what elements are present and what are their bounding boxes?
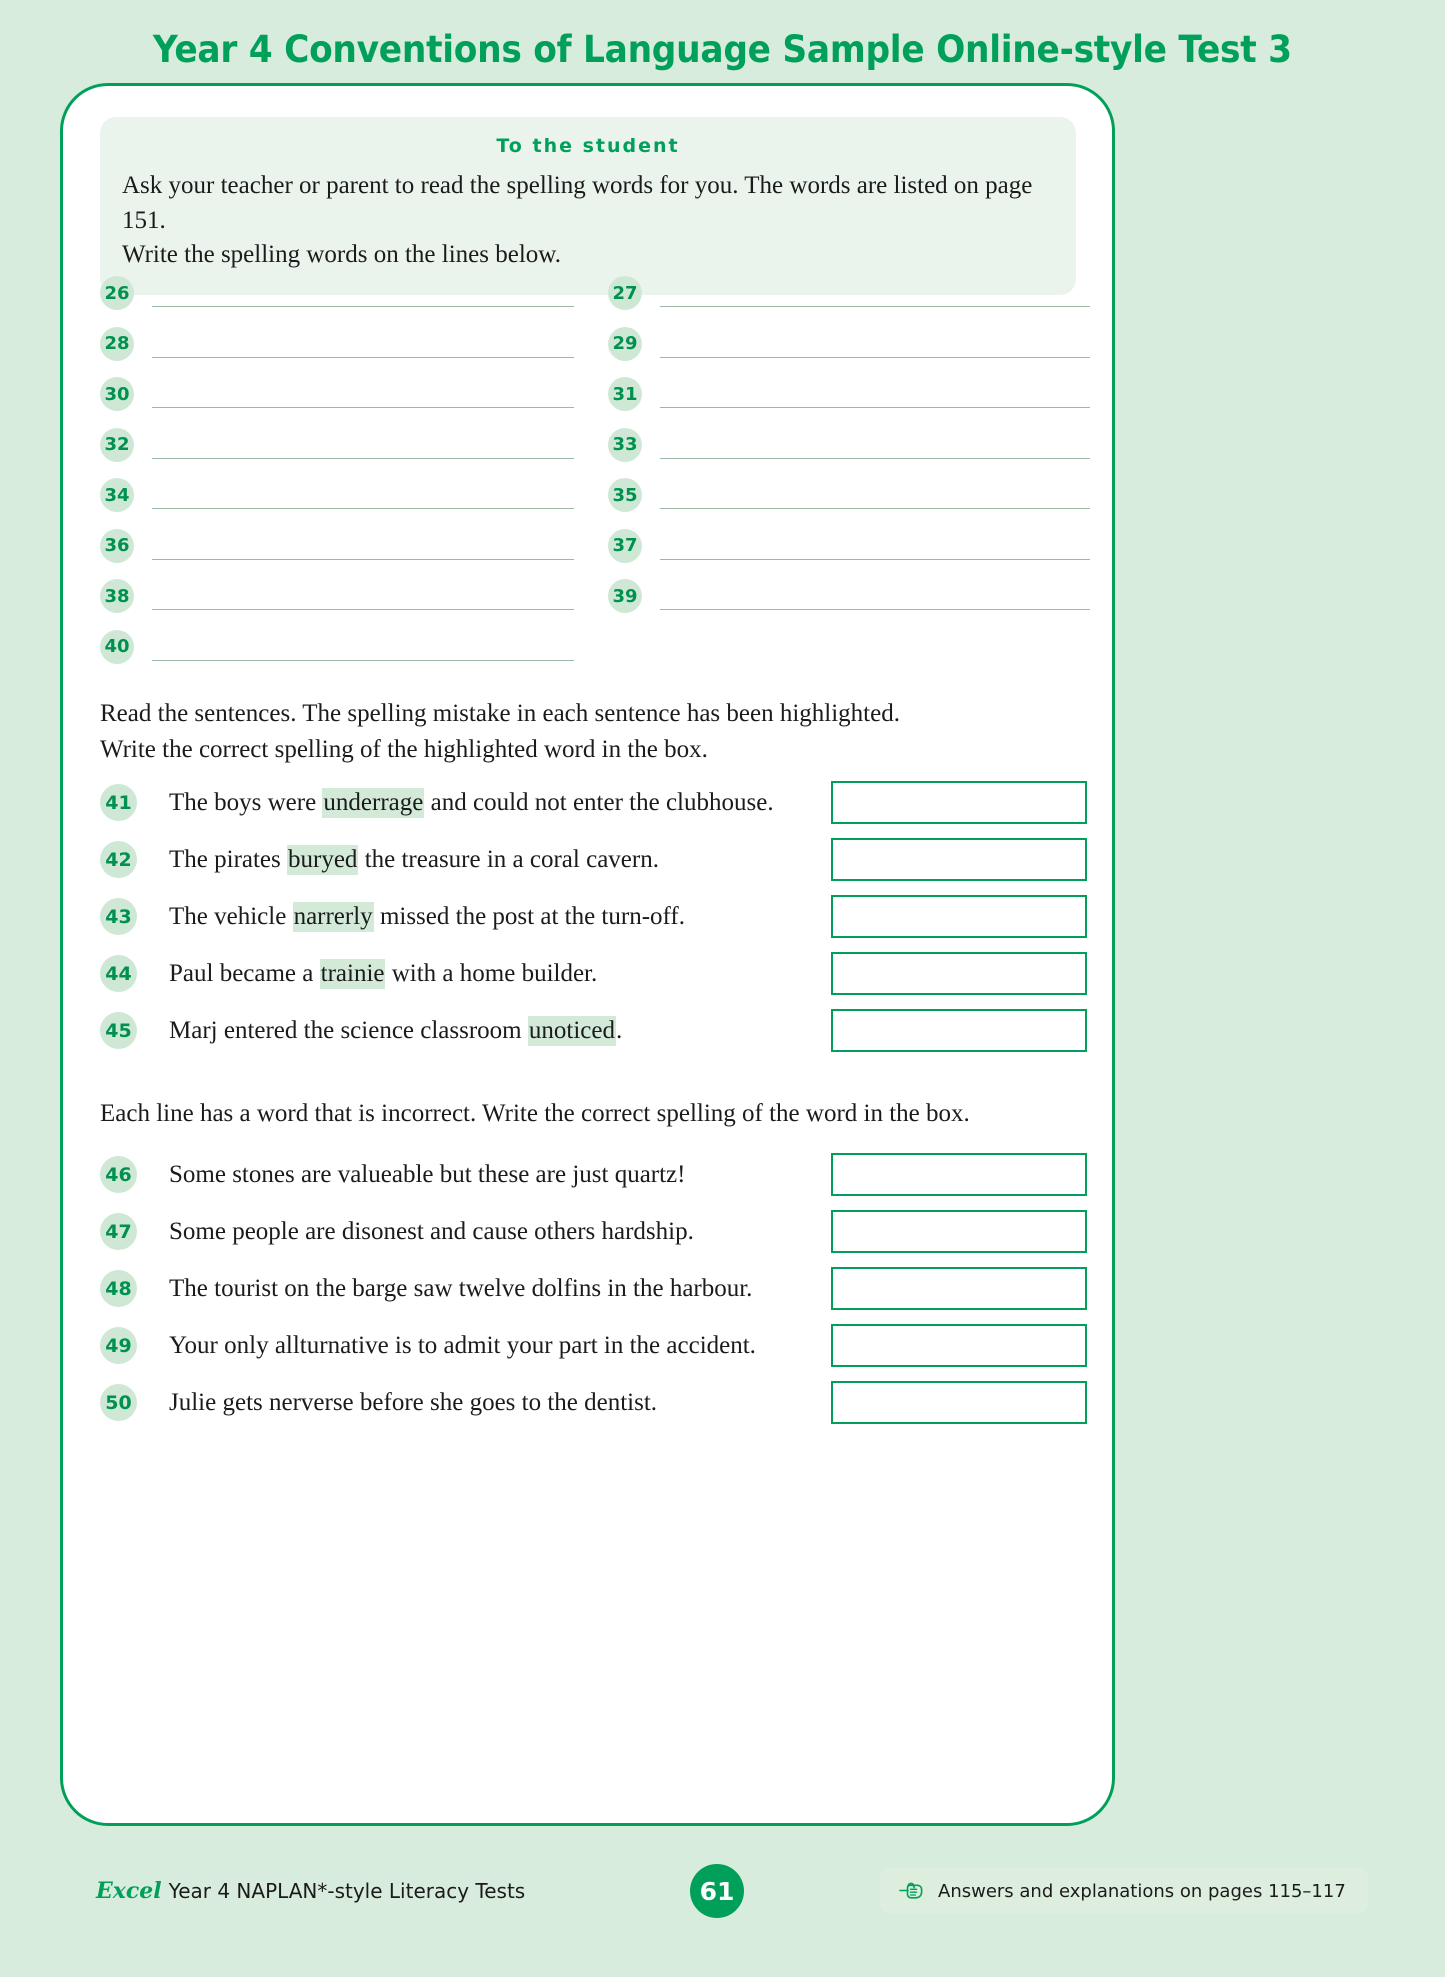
spelling-line-row <box>100 274 1090 325</box>
spelling-write-line[interactable] <box>152 577 574 610</box>
page-title: Year 4 Conventions of Language Sample Online-style Test 3 <box>153 27 1292 71</box>
question-number-badge: 43 <box>100 898 137 935</box>
question-sentence: Some stones are valueable but these are just quartz! <box>169 1160 686 1188</box>
answers-note-text: Answers and explanations on pages 115–117 <box>938 1880 1346 1902</box>
footer-brand-line <box>96 1878 525 1904</box>
spelling-line-entry[interactable] <box>608 325 1090 361</box>
question-sentence <box>169 1017 831 1045</box>
spelling-line-entry[interactable] <box>100 325 608 361</box>
highlighted-word: unoticed <box>528 1016 615 1044</box>
question-sentence <box>169 846 831 874</box>
answer-input-box[interactable] <box>831 1267 1087 1310</box>
question-number-badge: 38 <box>100 579 134 613</box>
spelling-line-entry[interactable] <box>100 628 608 664</box>
question-sentence: Your only allturnative is to admit your part in the accident. <box>169 1331 756 1359</box>
spelling-write-line[interactable] <box>660 577 1090 610</box>
to-the-student-box <box>100 117 1076 295</box>
question-item <box>100 831 1100 888</box>
spelling-line-row <box>100 375 1090 426</box>
to-the-student-heading: To the student <box>496 135 680 157</box>
lines-instruction <box>100 1096 1060 1132</box>
highlighted-word: buryed <box>288 845 358 873</box>
spelling-write-line[interactable] <box>660 274 1090 307</box>
spelling-line-entry[interactable] <box>100 274 608 310</box>
highlighted-questions-list <box>100 774 1100 1059</box>
spelling-line-row <box>100 476 1090 527</box>
question-number-badge: 29 <box>608 327 642 361</box>
student-instruction-line-2: Write the spelling words on the lines below. <box>122 241 561 268</box>
answer-input-box[interactable] <box>831 895 1087 938</box>
question-item <box>100 1374 1100 1431</box>
answers-note-pill <box>880 1868 1368 1914</box>
question-item <box>100 1146 1100 1203</box>
answer-input-box[interactable] <box>831 1381 1087 1424</box>
sentence-after: the treasure in a coral cavern. <box>358 845 659 873</box>
question-number-badge: 30 <box>100 377 134 411</box>
spelling-write-line[interactable] <box>152 426 574 459</box>
spelling-line-entry[interactable] <box>608 375 1090 411</box>
spelling-line-row <box>100 577 1090 628</box>
page-footer <box>0 1853 1445 1929</box>
highlighted-word: underrage <box>323 788 424 816</box>
sentence-after: and could not enter the clubhouse. <box>424 788 774 816</box>
sentence-before: The pirates <box>169 845 288 873</box>
spelling-line-entry[interactable] <box>100 577 608 613</box>
question-item <box>100 888 1100 945</box>
question-number-badge: 32 <box>100 428 134 462</box>
sentence-before: Paul became a <box>169 959 320 987</box>
question-item <box>100 774 1100 831</box>
spelling-write-line[interactable] <box>660 325 1090 358</box>
question-sentence <box>169 789 831 817</box>
sentences-instruction-line-2: Write the correct spelling of the highlighted word in the box. <box>100 735 708 763</box>
question-sentence <box>169 903 831 931</box>
answer-input-box[interactable] <box>831 1324 1087 1367</box>
spelling-line-entry[interactable] <box>608 527 1090 563</box>
to-the-student-text <box>100 169 1076 273</box>
question-number-badge: 36 <box>100 529 134 563</box>
question-number-badge: 47 <box>100 1213 137 1250</box>
student-instruction-line-1: Ask your teacher or parent to read the spelling words for you. The words are listed on page 151. <box>122 172 1033 234</box>
sentence-before: Marj entered the science classroom <box>169 1016 528 1044</box>
spelling-line-row <box>100 426 1090 477</box>
answer-input-box[interactable] <box>831 1153 1087 1196</box>
question-number-badge: 34 <box>100 478 134 512</box>
excel-logo: Excel <box>96 1878 162 1904</box>
question-number-badge: 42 <box>100 841 137 878</box>
answer-input-box[interactable] <box>831 781 1087 824</box>
spelling-lines-area <box>100 274 1090 678</box>
spelling-line-entry[interactable] <box>608 476 1090 512</box>
question-number-badge: 31 <box>608 377 642 411</box>
question-sentence <box>169 960 831 988</box>
answer-input-box[interactable] <box>831 1009 1087 1052</box>
pointing-hand-icon <box>898 1881 924 1901</box>
spelling-write-line[interactable] <box>152 325 574 358</box>
spelling-write-line[interactable] <box>152 375 574 408</box>
question-number-badge: 40 <box>100 630 134 664</box>
sentences-instruction <box>100 696 1040 767</box>
spelling-write-line[interactable] <box>660 476 1090 509</box>
page-header <box>0 0 1445 88</box>
question-number-badge: 37 <box>608 529 642 563</box>
question-number-badge: 39 <box>608 579 642 613</box>
question-item <box>100 1317 1100 1374</box>
spelling-write-line[interactable] <box>152 527 574 560</box>
question-item <box>100 1002 1100 1059</box>
question-sentence: Julie gets nerverse before she goes to the dentist. <box>169 1388 658 1416</box>
page-number-badge: 61 <box>690 1864 744 1918</box>
spelling-write-line[interactable] <box>660 426 1090 459</box>
sentence-after: with a home builder. <box>385 959 598 987</box>
sentence-after: missed the post at the turn-off. <box>373 902 685 930</box>
spelling-line-entry[interactable] <box>608 577 1090 613</box>
question-number-badge: 50 <box>100 1384 137 1421</box>
spelling-line-entry[interactable] <box>608 426 1090 462</box>
question-number-badge: 33 <box>608 428 642 462</box>
spelling-line-entry[interactable] <box>100 375 608 411</box>
answer-input-box[interactable] <box>831 952 1087 995</box>
sentence-after: . <box>615 1016 623 1044</box>
spelling-write-line[interactable] <box>660 527 1090 560</box>
question-number-badge: 41 <box>100 784 137 821</box>
sentence-before: The boys were <box>169 788 323 816</box>
question-number-badge: 35 <box>608 478 642 512</box>
question-number-badge: 49 <box>100 1327 137 1364</box>
spelling-write-line[interactable] <box>660 375 1090 408</box>
spelling-write-line[interactable] <box>152 476 574 509</box>
spelling-line-row <box>100 325 1090 376</box>
question-number-badge: 45 <box>100 1012 137 1049</box>
question-number-badge: 46 <box>100 1156 137 1193</box>
question-item <box>100 945 1100 1002</box>
question-number-badge: 28 <box>100 327 134 361</box>
lines-instruction-line-1: Each line has a word that is incorrect. Write the correct spelling of the word in the box. <box>100 1100 970 1127</box>
question-item <box>100 1203 1100 1260</box>
spelling-write-line[interactable] <box>152 274 574 307</box>
question-number-badge: 48 <box>100 1270 137 1307</box>
spelling-line-entry[interactable] <box>100 476 608 512</box>
question-number-badge: 44 <box>100 955 137 992</box>
highlighted-word: narrerly <box>293 902 373 930</box>
spelling-line-row <box>100 628 1090 679</box>
answer-input-box[interactable] <box>831 838 1087 881</box>
question-sentence: Some people are disonest and cause others hardship. <box>169 1217 694 1245</box>
content-card <box>60 83 1115 1826</box>
footer-series-title: Year 4 NAPLAN*-style Literacy Tests <box>168 1879 526 1903</box>
spelling-write-line[interactable] <box>152 628 574 661</box>
question-sentence: The tourist on the barge saw twelve dolfins in the harbour. <box>169 1274 753 1302</box>
spelling-line-entry[interactable] <box>608 274 1090 310</box>
highlighted-word: trainie <box>320 959 385 987</box>
question-number-badge: 27 <box>608 276 642 310</box>
answer-input-box[interactable] <box>831 1210 1087 1253</box>
incorrect-word-questions-list <box>100 1146 1100 1431</box>
question-number-badge: 26 <box>100 276 134 310</box>
sentences-instruction-line-1: Read the sentences. The spelling mistake in each sentence has been highlighted. <box>100 700 900 727</box>
spelling-line-row <box>100 527 1090 578</box>
spelling-line-entry[interactable] <box>100 426 608 462</box>
sentence-before: The vehicle <box>169 902 293 930</box>
spelling-line-entry[interactable] <box>100 527 608 563</box>
question-item <box>100 1260 1100 1317</box>
